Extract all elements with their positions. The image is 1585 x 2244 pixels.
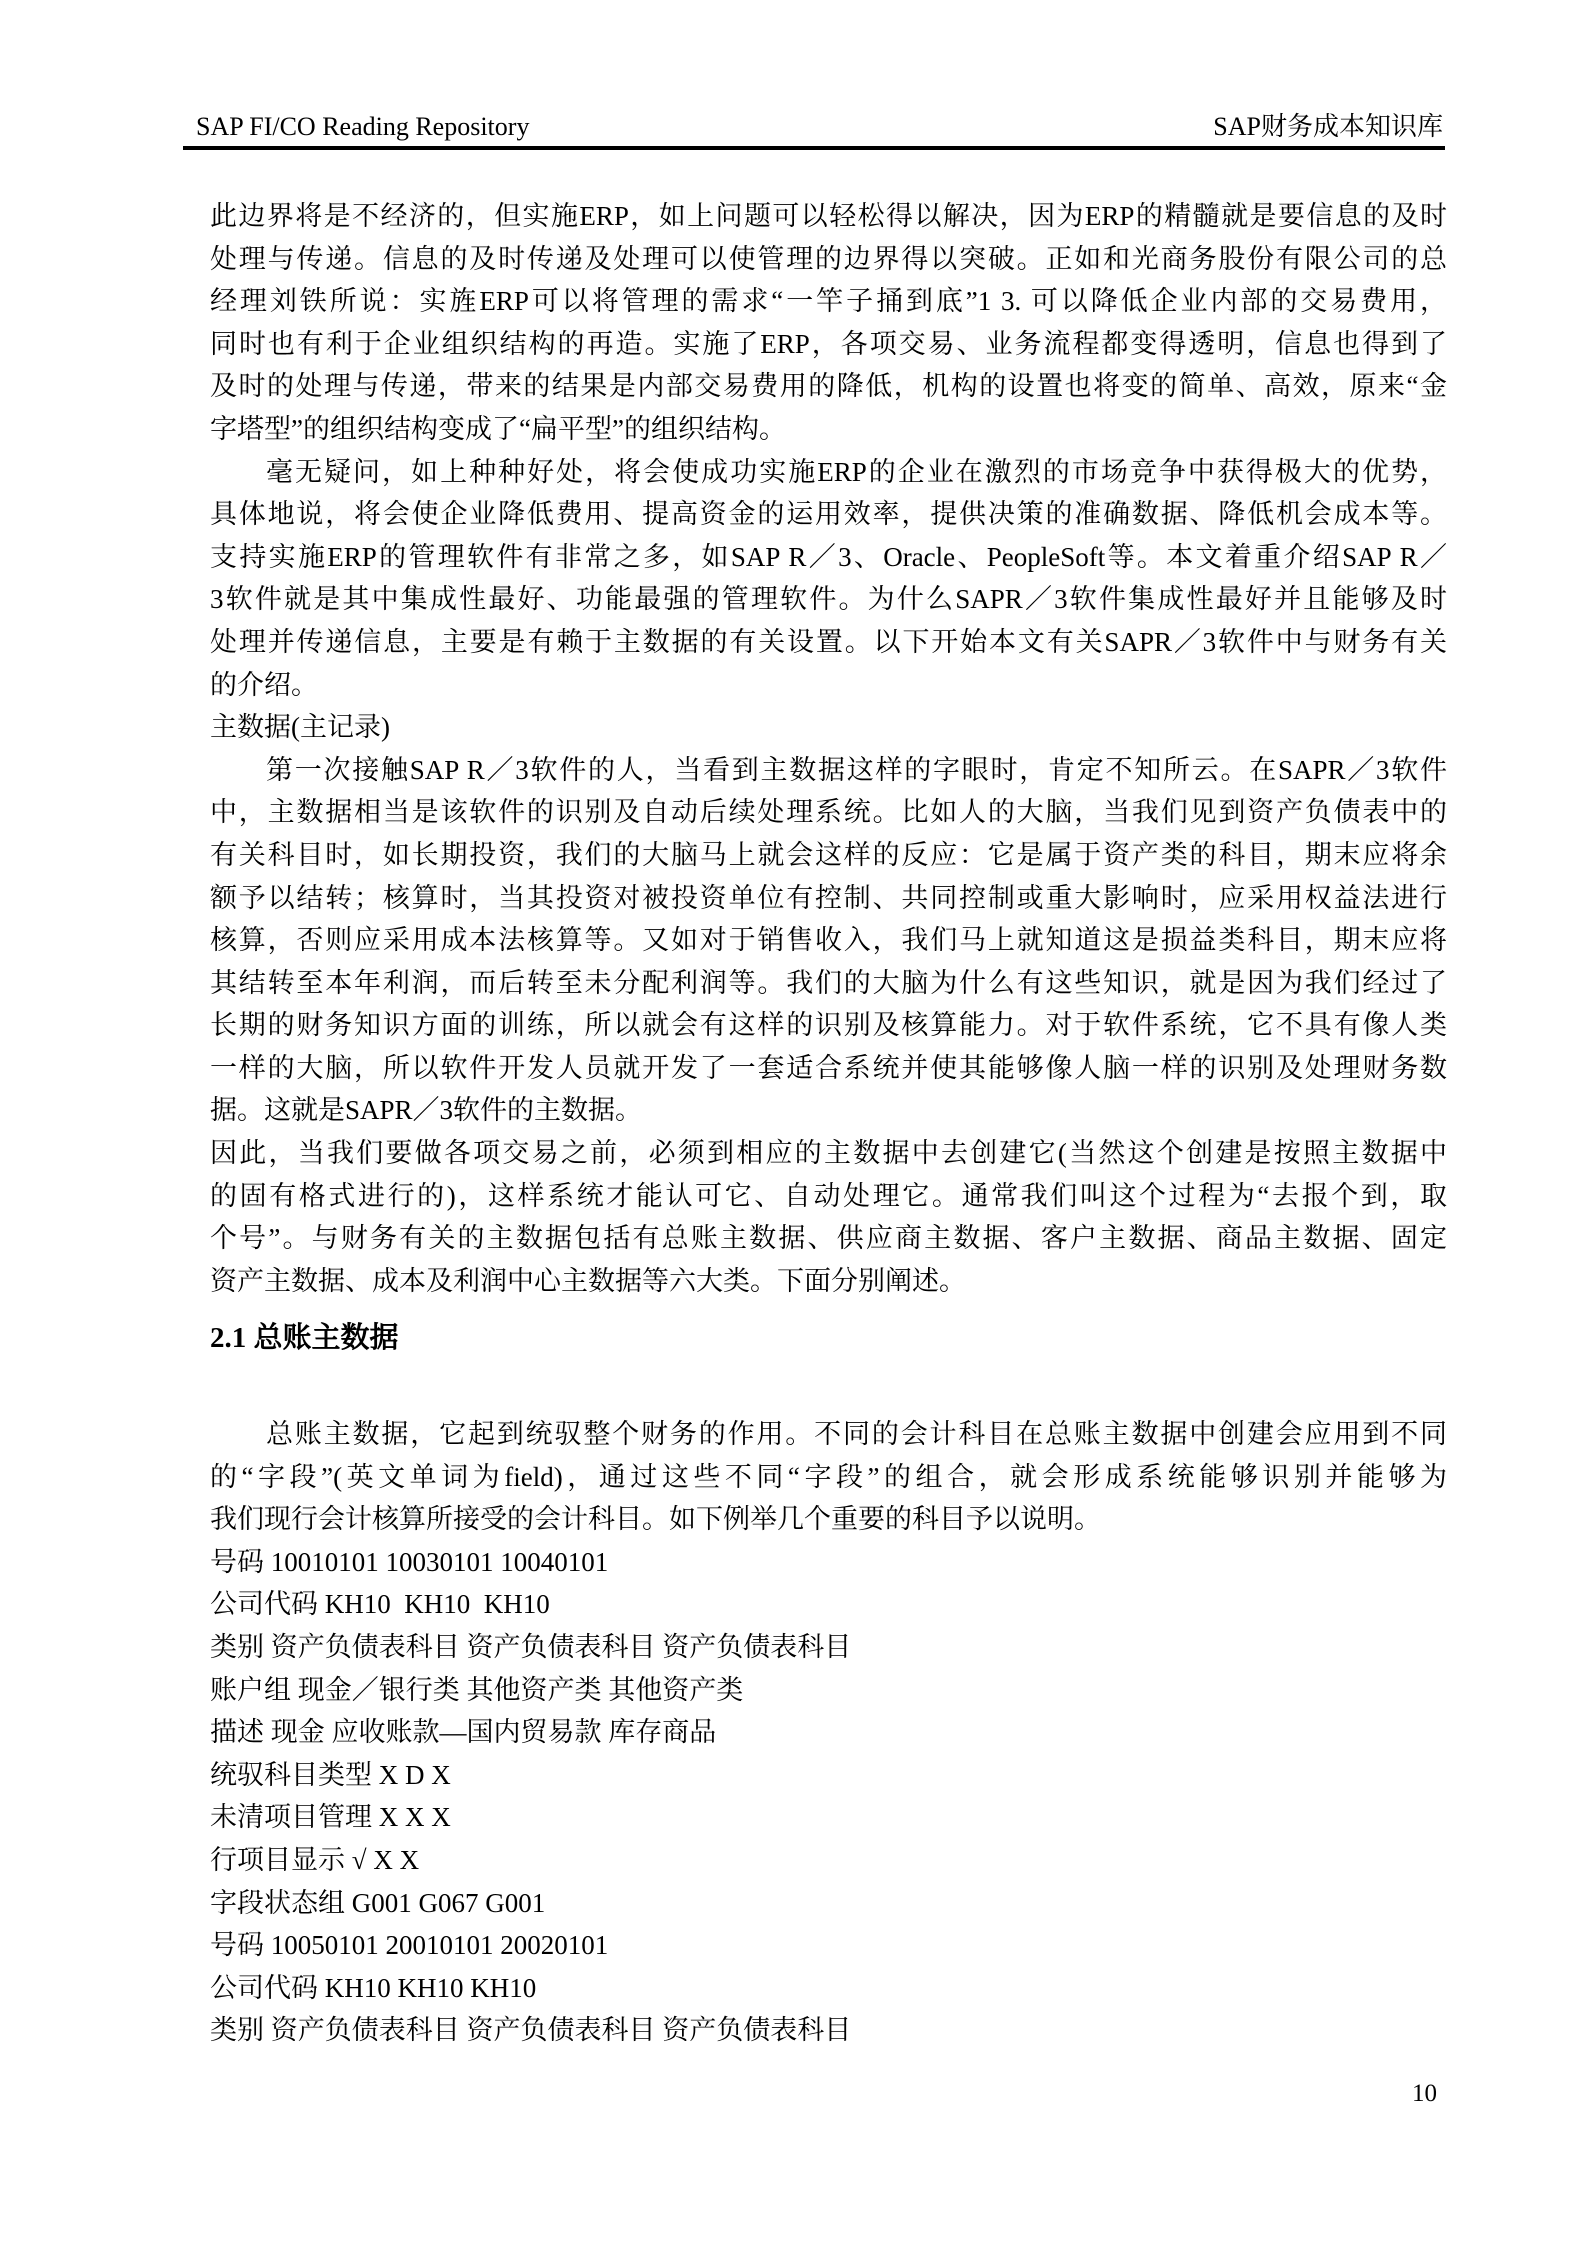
text-line: 此边界将是不经济的，但实施ERP，如上问题可以轻松得以解决，因为ERP的精髓就是要信息的及时 [210, 201, 1447, 231]
page-header [196, 110, 1443, 144]
body-text-block-2 [210, 1413, 1447, 2052]
text-line: 账户组 现金／银行类 其他资产类 其他资产类 [210, 1674, 744, 1705]
text-line: 类别 资产负债表科目 资产负债表科目 资产负债表科目 [210, 1631, 852, 1662]
text-line: 资产主数据、成本及利润中心主数据等六大类。下面分别阐述。 [210, 1265, 966, 1296]
section-heading: 2.1 总账主数据 [210, 1322, 399, 1354]
text-line: 我们现行会计核算所接受的会计科目。如下例举几个重要的科目予以说明。 [210, 1504, 1101, 1535]
text-line: 未清项目管理 X X X [210, 1802, 451, 1833]
text-line: 经理刘铁所说：实旌ERP可以将管理的需求“一竿子捅到底”1 3. 可以降低企业内部的交易费用， [210, 286, 1447, 317]
text-line: 具体地说，将会使企业降低费用、提高资金的运用效率，提供决策的准确数据、降低机会成本等。 [210, 499, 1447, 530]
text-line: 公司代码 KH10 KH10 KH10 [210, 1589, 550, 1620]
text-line: 有关科目时，如长期投资，我们的大脑马上就会这样的反应：它是属于资产类的科目，期末应将余 [210, 839, 1447, 870]
text-line: 的固有格式进行的)，这样系统才能认可它、自动处理它。通常我们叫这个过程为“去报个到，取 [210, 1180, 1447, 1211]
text-line: 号码 10010101 10030101 10040101 [210, 1546, 609, 1577]
text-line: 号码 10050101 20010101 20020101 [210, 1930, 609, 1961]
text-line: 第一次接触SAP R／3软件的人，当看到主数据这样的字眼时，肯定不知所云。在SAPR／3软件 [266, 754, 1447, 785]
text-line: 及时的处理与传递，带来的结果是内部交易费用的降低，机构的设置也将变的简单、高效，原来“金 [210, 371, 1447, 402]
header-left-title: SAP FI/CO Reading Repository [196, 112, 530, 141]
text-line: 主数据(主记录) [210, 712, 390, 743]
text-line: 同时也有利于企业组织结构的再造。实施了ERP，各项交易、业务流程都变得透明，信息也得到了 [210, 328, 1447, 359]
text-line: 毫无疑问，如上种种好处，将会使成功实施ERP的企业在激烈的市场竞争中获得极大的优势， [266, 456, 1447, 487]
text-line: 支持实施ERP的管理软件有非常之多，如SAP R／3、Oracle、PeopleSoft等。本文着重介绍SAP R／ [210, 541, 1447, 572]
text-line: 3软件就是其中集成性最好、功能最强的管理软件。为什么SAPR／3软件集成性最好并且能够及时 [210, 584, 1447, 615]
text-line: 据。这就是SAPR／3软件的主数据。 [210, 1095, 643, 1126]
text-line: 中，主数据相当是该软件的识别及自动后续处理系统。比如人的大脑，当我们见到资产负债表中的 [210, 797, 1447, 828]
text-line: 的介绍。 [210, 669, 318, 700]
header-right-title: SAP财务成本知识库 [1213, 112, 1443, 141]
text-line: 字段状态组 G001 G067 G001 [210, 1887, 546, 1918]
text-line: 处理与传递。信息的及时传递及处理可以使管理的边界得以突破。正如和光商务股份有限公司的总 [210, 243, 1447, 274]
text-line: 字塔型”的组织结构变成了“扁平型”的组织结构。 [210, 413, 786, 444]
text-line: 核算，否则应采用成本法核算等。又如对于销售收入，我们马上就知道这是损益类科目，期末应将 [210, 925, 1447, 956]
text-line: 一样的大脑，所以软件开发人员就开发了一套适合系统并使其能够像人脑一样的识别及处理财务数 [210, 1052, 1447, 1083]
body-text-block-1 [210, 195, 1447, 1302]
text-line: 的“字段”(英文单词为field)，通过这些不同“字段”的组合，就会形成系统能够识别并能够为 [210, 1461, 1447, 1492]
text-line: 个号”。与财务有关的主数据包括有总账主数据、供应商主数据、客户主数据、商品主数据、固定 [210, 1223, 1447, 1254]
header-rule [183, 146, 1445, 150]
text-line: 描述 现金 应收账款—国内贸易款 库存商品 [210, 1717, 717, 1748]
text-line: 类别 资产负债表科目 资产负债表科目 资产负债表科目 [210, 2015, 852, 2046]
text-line: 长期的财务知识方面的训练，所以就会有这样的识别及核算能力。对于软件系统，它不具有像人类 [210, 1010, 1447, 1041]
text-line: 处理并传递信息，主要是有赖于主数据的有关设置。以下开始本文有关SAPR／3软件中与财务有关 [210, 626, 1447, 657]
text-line: 其结转至本年利润，而后转至未分配利润等。我们的大脑为什么有这些知识，就是因为我们经过了 [210, 967, 1447, 998]
text-line: 公司代码 KH10 KH10 KH10 [210, 1972, 537, 2003]
text-line: 行项目显示 √ X X [210, 1844, 420, 1875]
text-line: 额予以结转；核算时，当其投资对被投资单位有控制、共同控制或重大影响时，应采用权益法进行 [210, 882, 1447, 913]
text-line: 统驭科目类型 X D X [210, 1759, 451, 1790]
page-number: 10 [1412, 2080, 1437, 2107]
text-line: 总账主数据，它起到统驭整个财务的作用。不同的会计科目在总账主数据中创建会应用到不同 [266, 1419, 1447, 1449]
text-line: 因此，当我们要做各项交易之前，必须到相应的主数据中去创建它(当然这个创建是按照主数据中 [210, 1138, 1447, 1169]
